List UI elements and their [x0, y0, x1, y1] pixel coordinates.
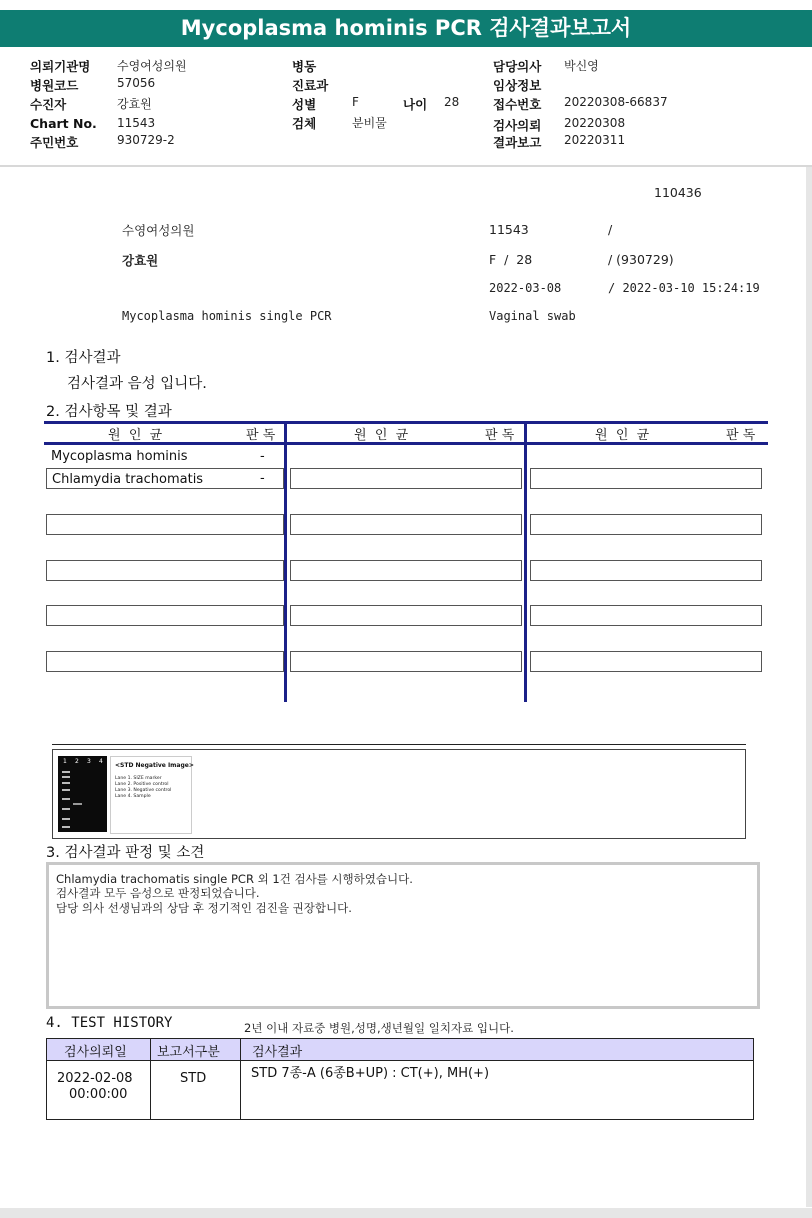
body-hospital: 수영여성의원: [122, 223, 195, 238]
result-slot: [530, 651, 762, 672]
gel-caption-line: Lane 4. Sample: [115, 794, 151, 799]
page-bottom-shadow: [0, 1208, 812, 1218]
item-result-chlamydia: -: [260, 471, 265, 486]
section4-heading: 4. TEST HISTORY: [46, 1015, 173, 1031]
label-report-date: 결과보고: [493, 135, 542, 150]
gel-band: [62, 818, 70, 820]
title-banner: [0, 10, 812, 47]
value-hospital-code: 57056: [117, 76, 156, 90]
result-slot: [46, 651, 284, 672]
label-clinical-info: 임상정보: [493, 78, 542, 93]
result-slot: [290, 468, 522, 489]
result-slot: [46, 605, 284, 626]
opinion-line: Chlamydia trachomatis single PCR 외 1건 검사를 시행하였습니다.: [56, 872, 413, 886]
lane-label: 1: [63, 758, 67, 765]
value-patient: 강효원: [117, 97, 152, 111]
col-pathogen-3: 원 인 균: [595, 428, 650, 443]
item-result-mycoplasma: -: [260, 449, 265, 464]
body-test-name: Mycoplasma hominis single PCR: [122, 309, 332, 323]
col-judgement-3: 판 독: [726, 428, 756, 443]
opinion-line: 담당 의사 선생님과의 상담 후 정기적인 검진을 권장합니다.: [56, 901, 352, 915]
result-slot: [530, 560, 762, 581]
history-col-divider: [150, 1039, 151, 1119]
history-col-divider: [240, 1039, 241, 1119]
value-request-date: 20220308: [564, 116, 626, 130]
label-resident-no: 주민번호: [30, 135, 79, 150]
gel-band: [73, 803, 82, 805]
result-slot: [46, 560, 284, 581]
body-birth: / (930729): [608, 252, 674, 267]
col-judgement-1: 판 독: [246, 428, 276, 443]
body-sex-age: F / 28: [489, 252, 533, 267]
history-header-row: [47, 1039, 753, 1061]
gel-band: [62, 789, 70, 791]
body-slash: /: [608, 222, 613, 237]
gel-caption-line: Lane 3. Negative control: [115, 788, 172, 793]
body-report-datetime: / 2022-03-10 15:24:19: [608, 281, 760, 295]
history-row-date: 2022-02-08: [57, 1071, 133, 1086]
history-col-date: 검사의뢰일: [64, 1045, 127, 1060]
grid-col-divider-1: [284, 424, 287, 702]
result-slot: [290, 560, 522, 581]
grid-col-divider-2: [524, 424, 527, 702]
value-doctor: 박신영: [564, 59, 599, 73]
gel-caption-line: Lane 1. SIZE marker: [115, 776, 162, 781]
result-slot: [290, 514, 522, 535]
col-pathogen-2: 원 인 균: [354, 428, 409, 443]
gel-electrophoresis-image: [58, 756, 107, 832]
label-request-date: 검사의뢰: [493, 118, 542, 133]
value-resident-no: 930729-2: [117, 133, 175, 147]
section2-heading: 2. 검사항목 및 결과: [46, 404, 172, 420]
history-note: 2년 이내 자료중 병원,성명,생년월일 일치자료 입니다.: [244, 1021, 514, 1035]
gel-band: [62, 798, 70, 800]
result-slot: [290, 651, 522, 672]
doc-number: 110436: [654, 185, 702, 200]
body-receipt-date: 2022-03-08: [489, 281, 562, 295]
item-name-mycoplasma: Mycoplasma hominis: [51, 449, 188, 464]
value-receipt-no: 20220308-66837: [564, 95, 668, 109]
section1-heading: 1. 검사결과: [46, 350, 121, 366]
gel-band: [62, 782, 70, 784]
label-hospital-code: 병원코드: [30, 78, 79, 93]
label-patient: 수진자: [30, 97, 67, 112]
label-chart-no: Chart No.: [30, 116, 97, 131]
lane-label: 4: [99, 758, 103, 765]
label-age: 나이: [403, 97, 428, 112]
gel-caption-line: Lane 2. Positive control: [115, 782, 169, 787]
section1-result: 검사결과 음성 입니다.: [67, 376, 207, 392]
label-specimen: 검체: [292, 116, 317, 131]
history-col-result: 검사결과: [252, 1045, 303, 1060]
value-age: 28: [444, 95, 460, 109]
label-sex: 성별: [292, 97, 317, 112]
history-row-type: STD: [180, 1071, 207, 1086]
report-title: Mycoplasma hominis PCR 검사결과보고서: [180, 16, 632, 40]
body-chart-no: 11543: [489, 222, 529, 237]
col-judgement-2: 판 독: [485, 428, 515, 443]
value-report-date: 20220311: [564, 133, 626, 147]
history-table: [46, 1038, 754, 1120]
history-row-result: STD 7종-A (6종B+UP) : CT(+), MH(+): [251, 1066, 490, 1081]
body-patient-name: 강효원: [122, 253, 159, 268]
opinion-line: 검사결과 모두 음성으로 판정되었습니다.: [56, 886, 260, 900]
lane-label: 3: [87, 758, 91, 765]
header-divider: [0, 165, 812, 167]
gel-caption-title: <STD Negative Image>: [115, 762, 194, 769]
section3-heading: 3. 검사결과 판정 및 소견: [46, 845, 205, 861]
label-ward: 병동: [292, 59, 317, 74]
result-slot: [290, 605, 522, 626]
result-slot: [530, 468, 762, 489]
value-specimen: 분비물: [352, 116, 387, 130]
lane-label: 2: [75, 758, 79, 765]
result-slot: [530, 605, 762, 626]
label-institution: 의뢰기관명: [30, 59, 91, 74]
body-specimen: Vaginal swab: [489, 309, 576, 323]
page-side-shadow: [806, 167, 812, 1207]
value-chart-no: 11543: [117, 116, 156, 130]
col-pathogen-1: 원 인 균: [108, 428, 163, 443]
value-sex: F: [352, 95, 359, 109]
gel-band: [62, 771, 70, 773]
image-top-rule: [52, 744, 746, 745]
gel-band: [62, 826, 70, 828]
item-name-chlamydia: Chlamydia trachomatis: [52, 472, 204, 487]
gel-caption-box: [110, 756, 192, 834]
result-slot: [46, 514, 284, 535]
label-department: 진료과: [292, 78, 329, 93]
history-row-time: 00:00:00: [69, 1087, 128, 1102]
result-slot: [530, 514, 762, 535]
history-col-type: 보고서구분: [157, 1045, 220, 1060]
gel-band: [62, 808, 70, 810]
label-doctor: 담당의사: [493, 59, 542, 74]
label-receipt-no: 접수번호: [493, 97, 542, 112]
gel-band: [62, 776, 70, 778]
value-institution: 수영여성의원: [117, 59, 187, 73]
